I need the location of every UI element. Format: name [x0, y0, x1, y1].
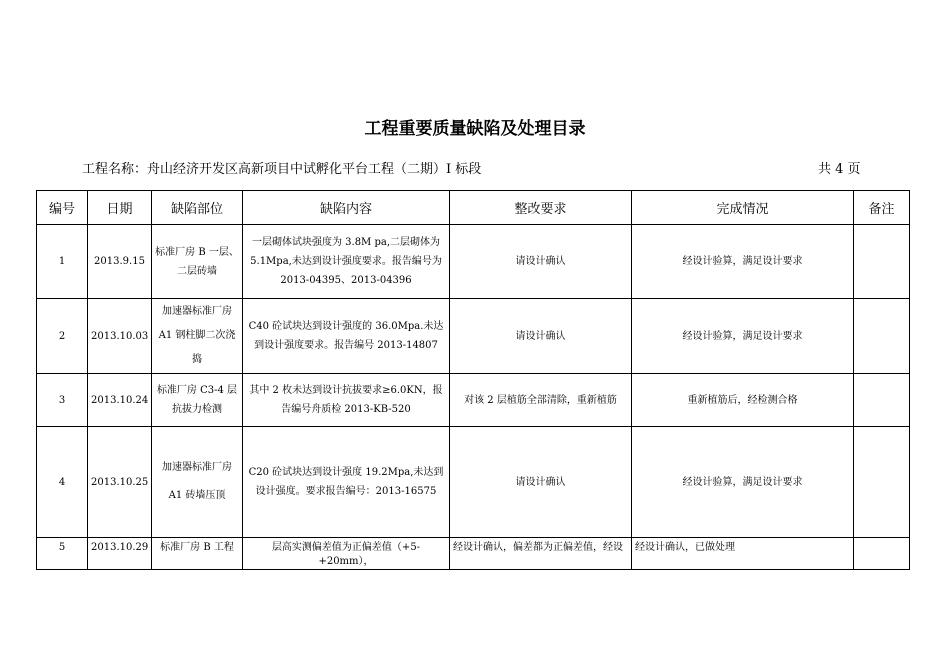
cell-note: [854, 374, 910, 427]
cell-requirement: 请设计确认: [450, 427, 632, 538]
cell-part: 加速器标准厂房 A1 砖墙压顶: [152, 427, 243, 538]
cell-status: 重新植筋后，经检测合格: [632, 374, 854, 427]
cell-requirement: 经设计确认，偏差都为正偏差值，经设: [450, 538, 632, 570]
cell-status: 经设计验算，满足设计要求: [632, 299, 854, 374]
cell-content: 层高实测偏差值为正偏差值（+5-+20mm），: [243, 538, 450, 570]
cell-no: 2: [37, 299, 88, 374]
cell-date: 2013.9.15: [88, 225, 152, 299]
cell-content: 一层砌体试块强度为 3.8M pa,二层砌体为 5.1Mpa,未达到设计强度要求。报告编号为 2013-04395、2013-04396: [243, 225, 450, 299]
table-row: [37, 427, 910, 538]
cell-note: [854, 538, 910, 570]
header-content: 缺陷内容: [243, 191, 450, 225]
cell-requirement: 对该 2 层植筋全部清除，重新植筋: [450, 374, 632, 427]
defect-table: [36, 190, 910, 570]
cell-no: 4: [37, 427, 88, 538]
header-note: 备注: [854, 191, 910, 225]
cell-part: 标准厂房 C3-4 层抗拔力检测: [152, 374, 243, 427]
header-row: [37, 191, 910, 225]
cell-content: C20 砼试块达到设计强度 19.2Mpa,未达到设计强度。要求报告编号：2013-16575: [243, 427, 450, 538]
cell-status: 经设计确认，已做处理: [632, 538, 854, 570]
cell-date: 2013.10.29: [88, 538, 152, 570]
table-row: [37, 225, 910, 299]
cell-no: 3: [37, 374, 88, 427]
table-row: [37, 374, 910, 427]
cell-date: 2013.10.03: [88, 299, 152, 374]
cell-date: 2013.10.25: [88, 427, 152, 538]
cell-note: [854, 225, 910, 299]
cell-part: 标准厂房 B 一层、二层砖墙: [152, 225, 243, 299]
cell-requirement: 请设计确认: [450, 225, 632, 299]
page-count: 共 4 页: [818, 162, 861, 177]
cell-no: 5: [37, 538, 88, 570]
cell-content: C40 砼试块达到设计强度的 36.0Mpa.未达到设计强度要求。报告编号 2013-14807: [243, 299, 450, 374]
cell-content: 其中 2 枚未达到设计抗拔要求≥6.0KN，报告编号舟质检 2013-KB-520: [243, 374, 450, 427]
header-date: 日期: [88, 191, 152, 225]
cell-status: 经设计验算，满足设计要求: [632, 427, 854, 538]
header-no: 编号: [37, 191, 88, 225]
cell-note: [854, 299, 910, 374]
cell-part: 加速器标准厂房 A1 钢柱脚二次浇捣: [152, 299, 243, 374]
header-part: 缺陷部位: [152, 191, 243, 225]
cell-note: [854, 427, 910, 538]
cell-requirement: 请设计确认: [450, 299, 632, 374]
table-row: [37, 299, 910, 374]
table-row: [37, 538, 910, 570]
cell-no: 1: [37, 225, 88, 299]
cell-status: 经设计验算，满足设计要求: [632, 225, 854, 299]
cell-date: 2013.10.24: [88, 374, 152, 427]
header-status: 完成情况: [632, 191, 854, 225]
document-title: 工程重要质量缺陷及处理目录: [364, 119, 586, 139]
cell-part: 标准厂房 B 工程: [152, 538, 243, 570]
project-name: 工程名称：舟山经济开发区高新项目中试孵化平台工程（二期）I 标段: [82, 162, 482, 177]
header-requirement: 整改要求: [450, 191, 632, 225]
